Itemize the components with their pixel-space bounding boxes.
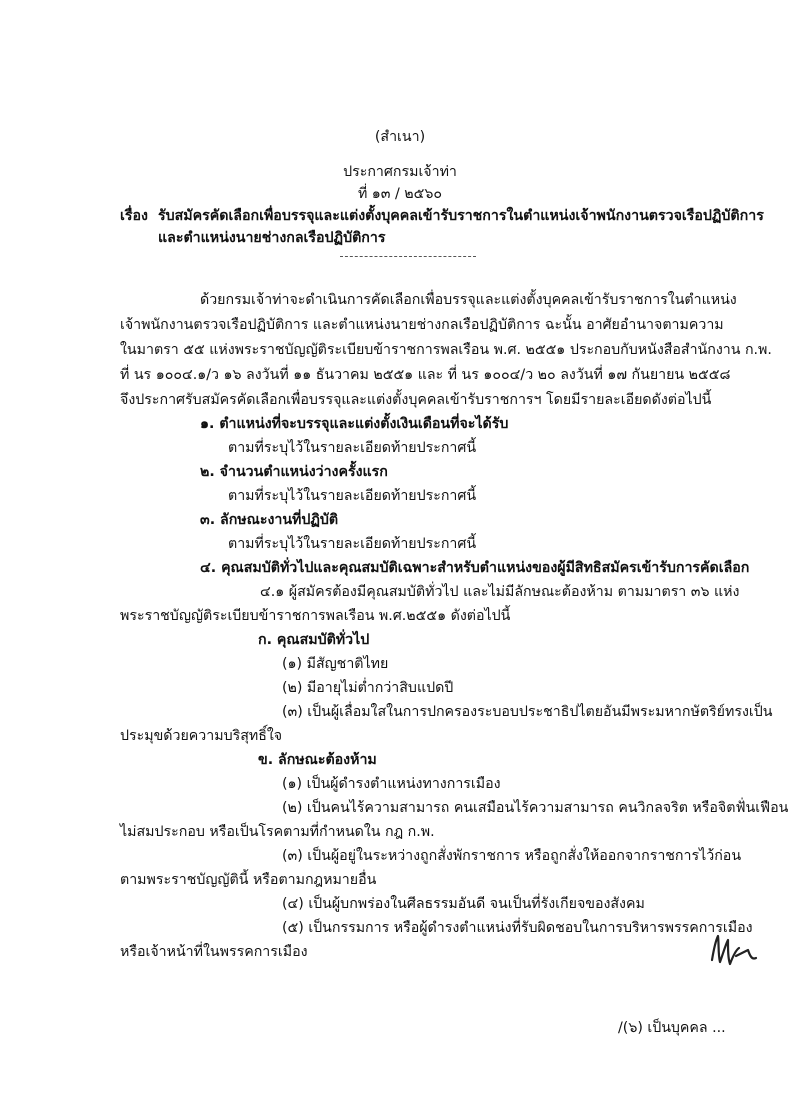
section-2-text: ตามที่ระบุไว้ในรายละเอียดท้ายประกาศนี้ bbox=[228, 488, 477, 504]
intro-line-2: เจ้าพนักงานตรวจเรือปฏิบัติการ และตำแหน่งนายช่างกลเรือปฏิบัติการ ฉะนั้น อาศัยอำนาจตามความ bbox=[120, 317, 724, 333]
prohibited-item-4: (๔) เป็นผู้บกพร่องในศีลธรรมอันดี จนเป็นที่รังเกียจของสังคม bbox=[282, 896, 645, 912]
prohibited-heading: ข. ลักษณะต้องห้าม bbox=[258, 752, 377, 768]
prohibited-item-5-line-2: หรือเจ้าหน้าที่ในพรรคการเมือง bbox=[120, 944, 308, 960]
prohibited-item-3-line-1: (๓) เป็นผู้อยู่ในระหว่างถูกสั่งพักราชการ หรือถูกสั่งให้ออกจากราชการไว้ก่อน bbox=[282, 848, 742, 864]
section-4-1-line-1: ๔.๑ ผู้สมัครต้องมีคุณสมบัติทั่วไป และไม่มีลักษณะต้องห้าม ตามมาตรา ๓๖ แห่ง bbox=[260, 584, 740, 600]
section-1-heading: ๑. ตำแหน่งที่จะบรรจุและแต่งตั้งเงินเดือนที่จะได้รับ bbox=[200, 416, 509, 432]
intro-line-5: จึงประกาศรับสมัครคัดเลือกเพื่อบรรจุและแต่งตั้งบุคคลเข้ารับราชการฯ โดยมีรายละเอียดดังต่อไปนี้ bbox=[120, 392, 712, 408]
section-2-heading: ๒. จำนวนตำแหน่งว่างครั้งแรก bbox=[200, 464, 388, 480]
prohibited-item-1: (๑) เป็นผู้ดำรงตำแหน่งทางการเมือง bbox=[282, 776, 501, 792]
handwritten-initials-icon bbox=[706, 930, 766, 974]
section-3-heading: ๓. ลักษณะงานที่ปฏิบัติ bbox=[200, 512, 339, 528]
section-4-1-line-2: พระราชบัญญัติระเบียบข้าราชการพลเรือน พ.ศ.๒๕๕๑ ดังต่อไปนี้ bbox=[120, 608, 511, 624]
prohibited-item-3-line-2: ตามพระราชบัญญัตินี้ หรือตามกฎหมายอื่น bbox=[120, 872, 377, 888]
intro-line-1: ด้วยกรมเจ้าท่าจะดำเนินการคัดเลือกเพื่อบรรจุและแต่งตั้งบุคคลเข้ารับราชการในตำแหน่ง bbox=[200, 292, 737, 308]
subject-line-1: รับสมัครคัดเลือกเพื่อบรรจุและแต่งตั้งบุคคลเข้ารับราชการในตำแหน่งเจ้าพนักงานตรวจเรือปฏิบัติการ bbox=[158, 208, 764, 224]
intro-line-4: ที่ นร ๑๐๐๔.๑/ว ๑๖ ลงวันที่ ๑๑ ธันวาคม ๒๕๕๑ และ ที่ นร ๑๐๐๔/ว ๒๐ ลงวันที่ ๑๗ กันยายน ๒๕๕๘ bbox=[120, 367, 731, 383]
general-item-1: (๑) มีสัญชาติไทย bbox=[282, 656, 389, 672]
general-item-3-line-2: ประมุขด้วยความบริสุทธิ์ใจ bbox=[120, 728, 283, 744]
section-1-text: ตามที่ระบุไว้ในรายละเอียดท้ายประกาศนี้ bbox=[228, 440, 477, 456]
subject-line-2: และตำแหน่งนายช่างกลเรือปฏิบัติการ bbox=[158, 230, 386, 246]
general-item-2: (๒) มีอายุไม่ต่ำกว่าสิบแปดปี bbox=[282, 680, 454, 696]
prohibited-item-2-line-2: ไม่สมประกอบ หรือเป็นโรคตามที่กำหนดใน กฎ ก.พ. bbox=[120, 824, 435, 840]
separator-dashed bbox=[340, 256, 476, 257]
prohibited-item-2-line-1: (๒) เป็นคนไร้ความสามารถ คนเสมือนไร้ความสามารถ คนวิกลจริต หรือจิตฟั่นเฟือน bbox=[282, 800, 789, 816]
copy-label: (สำเนา) bbox=[374, 129, 426, 145]
announcement-number: ที่ ๑๓ / ๒๕๖๐ bbox=[357, 186, 443, 202]
section-3-text: ตามที่ระบุไว้ในรายละเอียดท้ายประกาศนี้ bbox=[228, 536, 477, 552]
section-4-heading: ๔. คุณสมบัติทั่วไปและคุณสมบัติเฉพาะสำหรับตำแหน่งของผู้มีสิทธิสมัครเข้ารับการคัดเลือก bbox=[200, 560, 750, 576]
intro-line-3: ในมาตรา ๕๕ แห่งพระราชบัญญัติระเบียบข้าราชการพลเรือน พ.ศ. ๒๕๕๑ ประกอบกับหนังสือสำนักงาน ก.พ. bbox=[120, 342, 772, 358]
prohibited-item-5-line-1: (๕) เป็นกรรมการ หรือผู้ดำรงตำแหน่งที่รับผิดชอบในการบริหารพรรคการเมือง bbox=[282, 920, 753, 936]
general-heading: ก. คุณสมบัติทั่วไป bbox=[258, 632, 370, 648]
continuation-marker: /(๖) เป็นบุคคล ... bbox=[618, 1020, 726, 1036]
subject-label: เรื่อง bbox=[120, 208, 148, 224]
announcement-title: ประกาศกรมเจ้าท่า bbox=[343, 164, 457, 180]
general-item-3-line-1: (๓) เป็นผู้เลื่อมใสในการปกครองระบอบประชาธิปไตยอันมีพระมหากษัตริย์ทรงเป็น bbox=[282, 704, 773, 720]
